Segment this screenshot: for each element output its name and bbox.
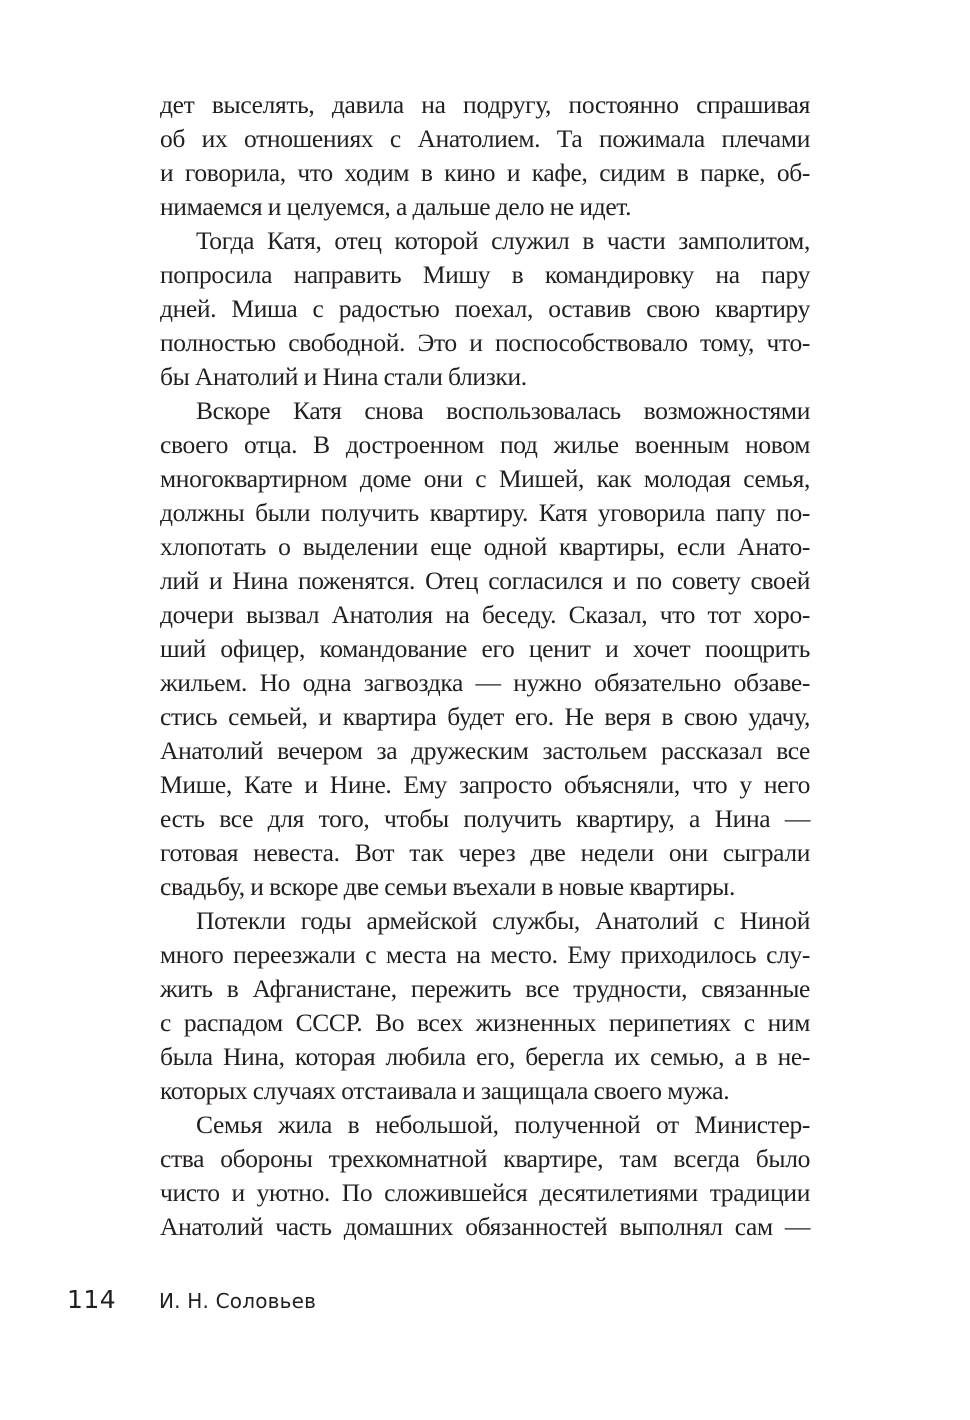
text-line: своего отца. В достроенном под жилье военным новом — [160, 430, 810, 459]
text-line: свадьбу, и вскоре две семьи въехали в новые квартиры. — [160, 872, 735, 901]
paragraph-first-line: Семья жила в небольшой, полученной от Министер- — [196, 1110, 810, 1139]
text-line: дочери вызвал Анатолия на беседу. Сказал, что тот хоро- — [160, 600, 810, 629]
text-line: полностью свободной. Это и поспособствовало тому, что- — [160, 328, 810, 357]
paragraph-first-line: Потекли годы армейской службы, Анатолий с Ниной — [196, 906, 810, 935]
text-line: хлопотать о выделении еще одной квартиры, если Анато- — [160, 532, 810, 561]
text-line: ства обороны трехкомнатной квартире, там всегда было — [160, 1144, 810, 1173]
text-line: должны были получить квартиру. Катя уговорила папу по- — [160, 498, 810, 527]
text-line: дет выселять, давила на подругу, постоянно спрашивая — [160, 90, 810, 119]
text-line: с распадом СССР. Во всех жизненных перипетиях с ним — [160, 1008, 810, 1037]
text-line: дней. Миша с радостью поехал, оставив свою квартиру — [160, 294, 810, 323]
text-line: бы Анатолий и Нина стали близки. — [160, 362, 527, 391]
page-number: 114 — [67, 1285, 117, 1314]
text-line: лий и Нина поженятся. Отец согласился и по совету своей — [160, 566, 810, 595]
paragraph-first-line: Вскоре Катя снова воспользовалась возможностями — [196, 396, 810, 425]
page-footer — [0, 1283, 970, 1319]
text-line: нимаемся и целуемся, а дальше дело не идет. — [160, 192, 632, 221]
running-head-author: И. Н. Соловьев — [159, 1289, 317, 1313]
text-line: жить в Афганистане, пережить все трудности, связанные — [160, 974, 810, 1003]
text-line: Мише, Кате и Нине. Ему запросто объясняли, что у него — [160, 770, 810, 799]
text-line: была Нина, которая любила его, берегла их семью, а в не- — [160, 1042, 810, 1071]
text-line: ший офицер, командование его ценит и хочет поощрить — [160, 634, 810, 663]
text-line: жильем. Но одна загвоздка — нужно обязательно обзаве- — [160, 668, 810, 697]
text-line: много переезжали с места на место. Ему приходилось слу- — [160, 940, 810, 969]
text-line: стись семьей, и квартира будет его. Не веря в свою удачу, — [160, 702, 810, 731]
text-line: и говорила, что ходим в кино и кафе, сидим в парке, об- — [160, 158, 810, 187]
text-line: чисто и уютно. По сложившейся десятилетиями традиции — [160, 1178, 810, 1207]
text-line: Анатолий вечером за дружеским застольем рассказал все — [160, 736, 810, 765]
text-line: готовая невеста. Вот так через две недели они сыграли — [160, 838, 810, 867]
text-line: которых случаях отстаивала и защищала своего мужа. — [160, 1076, 730, 1105]
text-line: об их отношениях с Анатолием. Та пожимала плечами — [160, 124, 810, 153]
text-line: попросила направить Мишу в командировку на пару — [160, 260, 810, 289]
text-line: многоквартирном доме они с Мишей, как молодая семья, — [160, 464, 810, 493]
paragraph-first-line: Тогда Катя, отец которой служил в части замполитом, — [196, 226, 810, 255]
text-line: есть все для того, чтобы получить квартиру, а Нина — — [160, 804, 810, 833]
text-line: Анатолий часть домашних обязанностей выполнял сам — — [160, 1212, 810, 1241]
page-body-text — [160, 88, 810, 1244]
